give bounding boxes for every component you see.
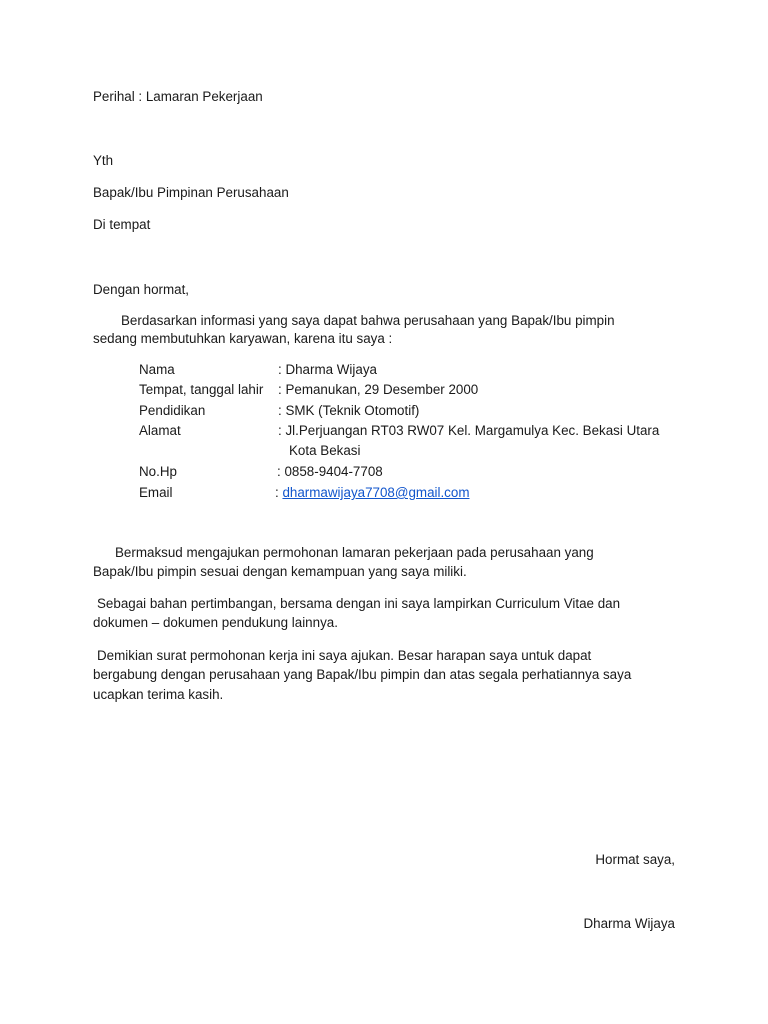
para3-line-1: Demikian surat permohonan kerja ini saya ajukan. Besar harapan saya untuk dapat: [97, 648, 592, 663]
detail-phone-value: : 0858-9404-7708: [277, 464, 383, 479]
detail-addr-value-2: Kota Bekasi: [289, 443, 361, 458]
intro-line-1: Berdasarkan informasi yang saya dapat bahwa perusahaan yang Bapak/Ibu pimpin: [121, 313, 615, 328]
detail-birth-value: : Pemanukan, 29 Desember 2000: [278, 382, 479, 397]
closing: Hormat saya,: [595, 852, 675, 867]
signature-name: Dharma Wijaya: [583, 916, 675, 931]
salutation: Dengan hormat,: [93, 282, 190, 297]
detail-addr-value-1: : Jl.Perjuangan RT03 RW07 Kel. Margamulya Kec. Bekasi Utara: [278, 423, 660, 438]
detail-birth-label: Tempat, tanggal lahir: [139, 382, 264, 397]
para2-line-1: Sebagai bahan pertimbangan, bersama dengan ini saya lampirkan Curriculum Vitae dan: [97, 596, 621, 611]
detail-email-colon: :: [275, 485, 279, 500]
para1-line-2: Bapak/Ibu pimpin sesuai dengan kemampuan yang saya miliki.: [93, 564, 467, 579]
para3-line-2: bergabung dengan perusahaan yang Bapak/Ibu pimpin dan atas segala perhatiannya saya: [93, 667, 632, 682]
subject-line: Perihal : Lamaran Pekerjaan: [93, 89, 263, 104]
detail-edu-label: Pendidikan: [139, 403, 206, 418]
detail-edu-value: : SMK (Teknik Otomotif): [278, 403, 420, 418]
detail-name-label: Nama: [139, 362, 175, 377]
recipient-to: Bapak/Ibu Pimpinan Perusahaan: [93, 185, 289, 200]
para2-line-2: dokumen – dokumen pendukung lainnya.: [93, 615, 338, 630]
recipient-yth: Yth: [93, 153, 114, 168]
intro-line-2: sedang membutuhkan karyawan, karena itu saya :: [93, 331, 393, 346]
recipient-place: Di tempat: [93, 217, 151, 232]
detail-addr-label: Alamat: [139, 423, 181, 438]
para1-line-1: Bermaksud mengajukan permohonan lamaran pekerjaan pada perusahaan yang: [115, 545, 594, 560]
detail-email-label: Email: [139, 485, 173, 500]
para3-line-3: ucapkan terima kasih.: [93, 687, 224, 702]
detail-email-row: [275, 483, 469, 502]
detail-phone-label: No.Hp: [139, 464, 177, 479]
detail-name-value: : Dharma Wijaya: [278, 362, 377, 377]
email-link[interactable]: dharmawijaya7708@gmail.com: [282, 485, 470, 500]
